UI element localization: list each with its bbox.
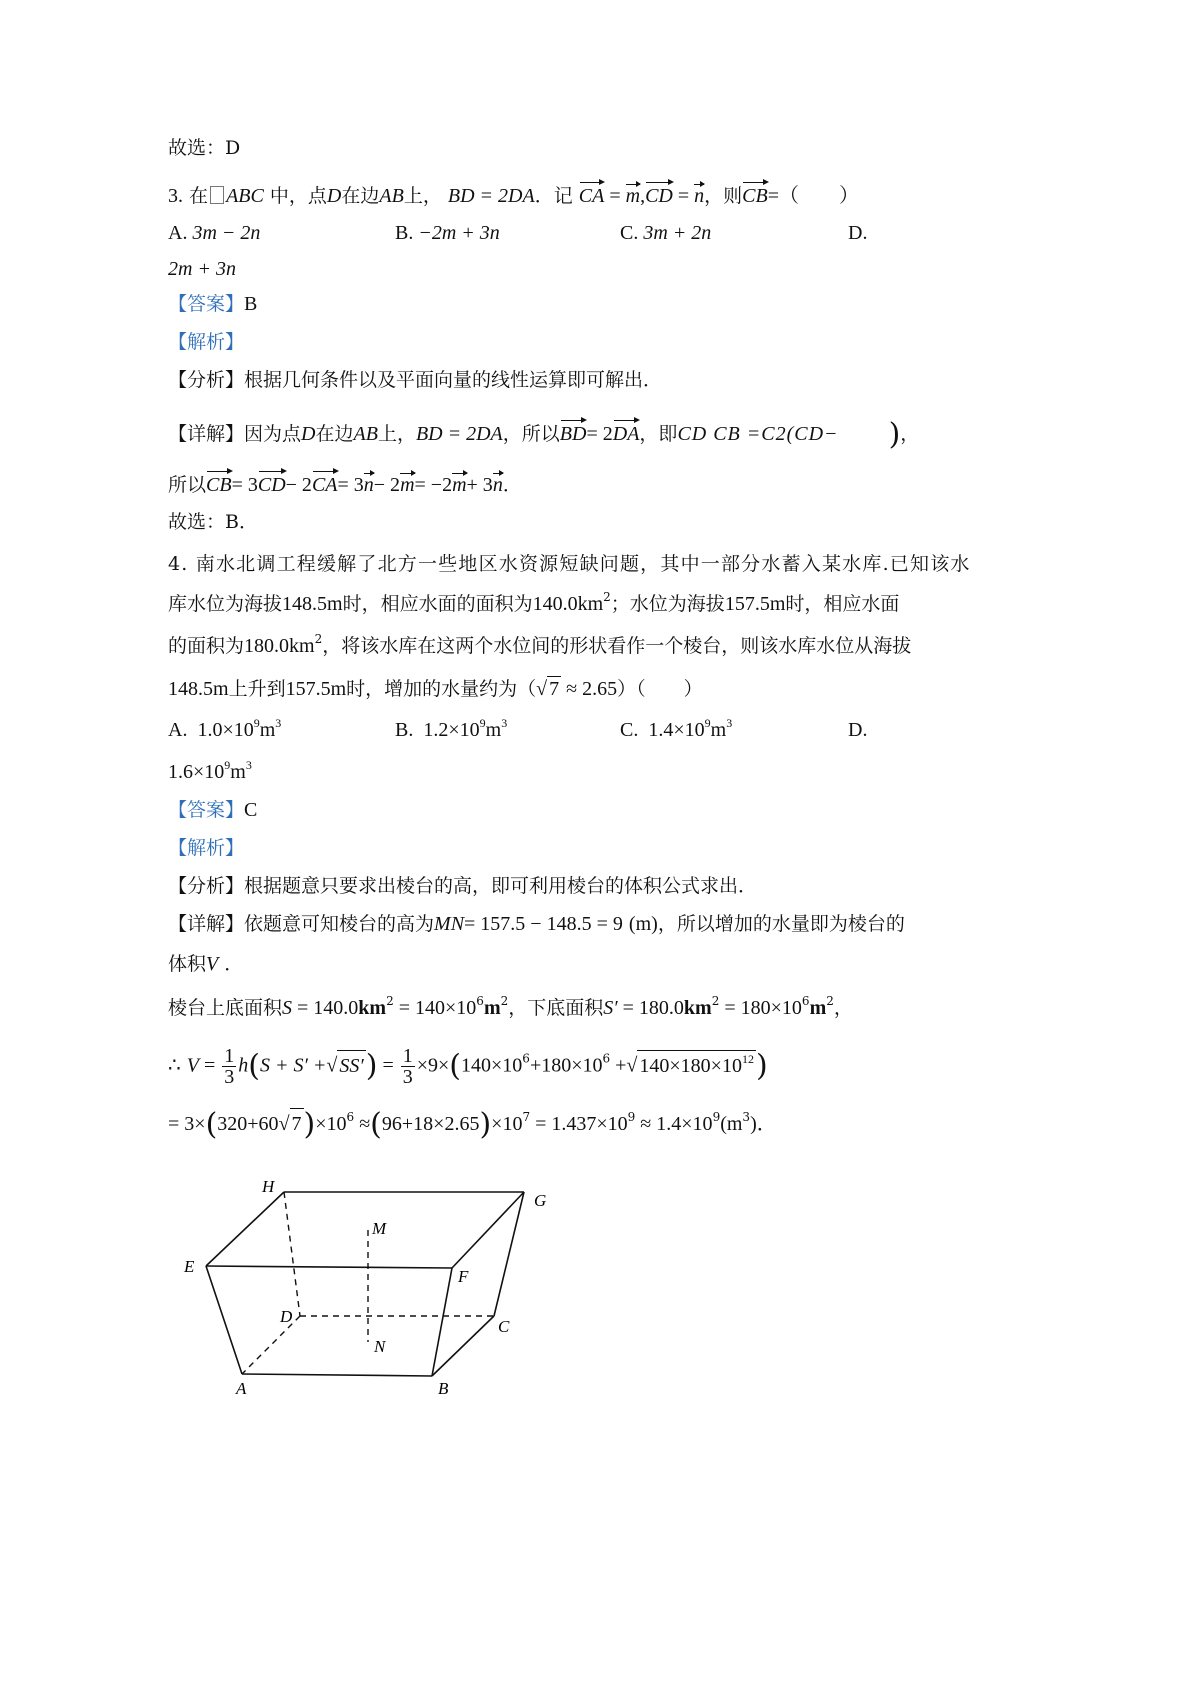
missing-glyph-box [210,186,224,204]
q3-option-c: C. 3m + 2n [620,222,712,244]
q4-option-b: B. $1.2\times 10^9m^3$ [395,716,508,741]
q4-stem-line4: 148.5m上升到157.5m时，增加的水量约为（√ 7 ≈ 2.65）（ ） [168,678,703,700]
label-G: G [534,1191,547,1210]
q3-detail-line1: 【详解】因为点D在边AB上，BD = 2DA，所以BD= 2DA，即CD CB =C2(CD− )， [168,417,920,452]
label-D: D [280,1307,293,1326]
label-M: M [372,1219,387,1238]
edge-AB [242,1374,432,1376]
q4-option-d-text: $1.6\times 10^9m^3$ [168,758,252,783]
q3-option-d-letter: D. [848,222,868,244]
edge-FG [452,1192,524,1268]
label-B: B [438,1379,449,1398]
q4-option-d-letter: D. [848,719,868,741]
q4-detail-line2: 体积V ． [168,953,244,975]
edge-EA [206,1266,242,1374]
edge-HE [206,1192,284,1266]
frustum-figure [170,1170,590,1410]
q3-final-choice: 故选：B． [168,511,258,533]
q3-option-a: A. 3m − 2n [168,222,261,244]
q4-stem-line3: 的面积为$180.0km^2$，将该水库在这两个水位间的形状看作一个棱台，则该水库水位从海拔 [168,632,912,657]
q4-analysis-tag: 【解析】 [168,837,245,859]
q4-stem-line2: 库水位为海拔148.5m时，相应水面的面积为$140.0km^2$；水位为海拔157.5m时，相应水面 [168,590,900,615]
q4-fenxi: 【分析】根据题意只要求出棱台的高，即可利用棱台的体积公式求出． [168,875,758,897]
label-H: H [262,1177,275,1196]
q4-formula-line1: ∴ V = $\frac{1}{3}$ h(S + S′ +√ SS′) = $\frac{1}{3}$ $\times 9\times(140\times 10^6+180\times 10^6$ +√ $140\times 180\times 10^{12}$) [168,1045,768,1088]
label-N: N [374,1337,386,1356]
q3-option-d-text: 2m + 3n [168,258,236,280]
q3-stem: 3. 在 ABC 中，点D在边AB上， BD = 2DA．记 CA = m,CD = n，则CB=（ ） [168,178,859,208]
q3-analysis-tag: 【解析】 [168,331,245,353]
q4-answer: 【答案】C [168,799,258,821]
edge-EF [206,1266,452,1268]
q3-detail-line2: 所以CB= 3CD− 2CA= 3n− 2m= −2m+ 3n． [168,467,522,497]
q3-answer: 【答案】B [168,293,258,315]
label-E: E [184,1257,195,1276]
label-A: A [236,1379,247,1398]
label-F: F [458,1267,469,1286]
edge-GC [494,1192,524,1316]
q4-formula-line2: = 3×(320+60√ $7)\times 10^6 \approx(96+18\times 2.65)\times 10^7 = 1.437\times 10^9 \approx 1.4\times 10^9(m^3)$． [168,1107,777,1142]
q3-fenxi: 【分析】根据几何条件以及平面向量的线性运算即可解出． [168,369,663,391]
q4-base-areas: 棱台上底面积$S = 140.0km^2 = 140\times 10^6m^2$，下底面积$S' = 180.0km^2 = 180\times 10^6m^2$， [168,994,853,1019]
q4-option-c: C. $1.4\times 10^9m^3$ [620,716,733,741]
label-C: C [498,1317,510,1336]
q3-option-b: B. −2m + 3n [395,222,500,244]
edge-HD-hidden [284,1192,300,1316]
q4-option-a: A. $1.0\times 10^9m^3$ [168,716,282,741]
prev-choice: 故选：D [168,137,241,159]
q4-detail-line1: 【详解】依题意可知棱台的高为MN= 157.5 − 148.5 = 9 (m)，所以增加的水量即为棱台的 [168,913,905,935]
q4-stem-line1: 4. 南水北调工程缓解了北方一些地区水资源短缺问题，其中一部分水蓄入某水库.已知该水 [168,553,971,575]
